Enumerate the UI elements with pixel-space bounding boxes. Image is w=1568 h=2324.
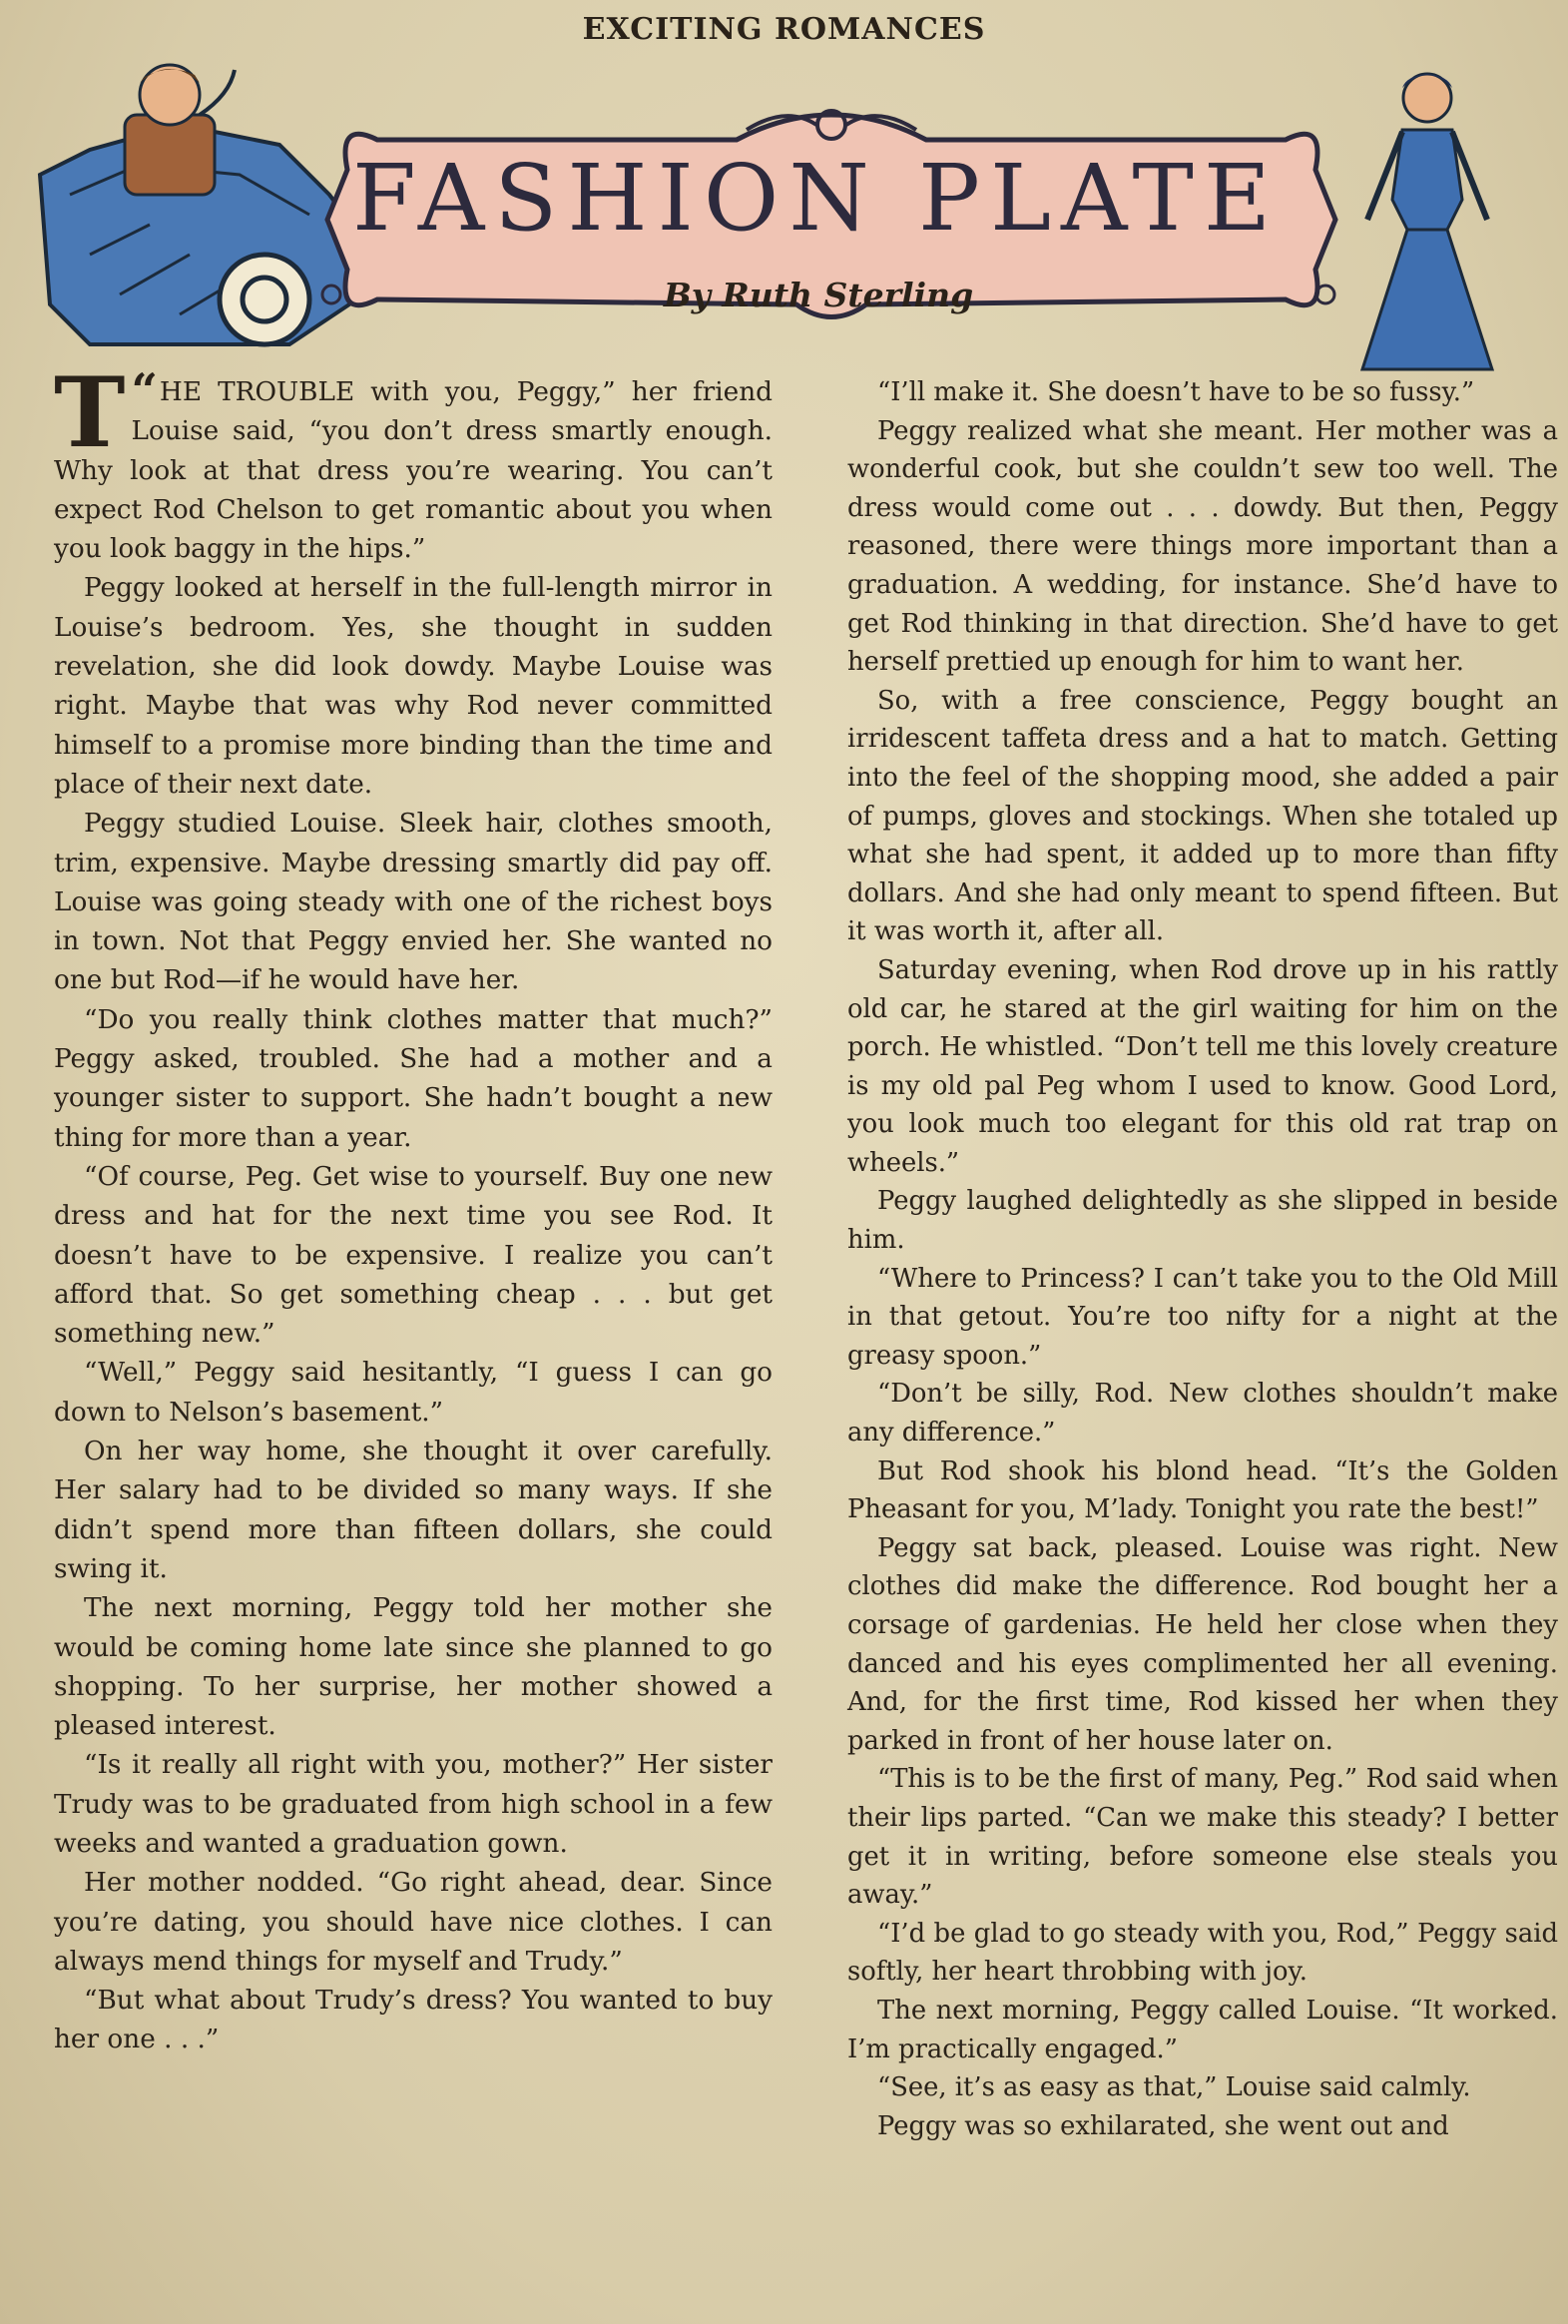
story-paragraph: On her way home, she thought it over carefully. Her salary had to be divided so many ways. If she didn’t spend more than fifteen dollars, she could swing it. — [54, 1437, 773, 1584]
story-paragraph: Peggy studied Louise. Sleek hair, clothes smooth, trim, expensive. Maybe dressing smartly did pay off. Louise was going steady with one of the richest boys in town. Not that Peggy envied her. She wanted no one but Rod—if he would have her. — [54, 809, 773, 996]
drop-cap: T — [54, 356, 126, 469]
story-paragraph: “Do you really think clothes matter that much?” Peggy asked, troubled. She had a mother and a younger sister to support. She hadn’t bought a new thing for more than a year. — [54, 1004, 773, 1153]
story-paragraph: “Don’t be silly, Rod. New clothes shouldn’t make any difference.” — [847, 1379, 1558, 1449]
story-lead-paragraph — [54, 356, 773, 569]
story-paragraph: “Is it really all right with you, mother?” Her sister Trudy was to be graduated from high school in a few weeks and wanted a graduation gown. — [54, 1750, 773, 1859]
story-column-right — [847, 373, 1558, 2145]
story-paragraph: So, with a free conscience, Peggy bought an irridescent taffeta dress and a hat to match. Getting into the feel of the shopping mood, she added a pair of pumps, gloves and stockings. When she totaled up what she had spent, it added up to more than fifty dollars. And she had only meant to spend fifteen. But it was worth it, after all. — [847, 685, 1558, 947]
opening-quote-mark: “ — [131, 363, 158, 417]
lead-text: HE TROUBLE with you, Peggy,” her friend Louise said, “you don’t dress smartly enough. Why look at that dress you’re wearing. You can’t expect Rod Chelson to get romantic about you when you look baggy in the hips.” — [54, 377, 773, 565]
story-paragraph: “Well,” Peggy said hesitantly, “I guess I can go down to Nelson’s basement.” — [54, 1358, 773, 1428]
story-paragraph: “I’d be glad to go steady with you, Rod,” Peggy said softly, her heart throbbing with joy. — [847, 1918, 1558, 1988]
story-paragraph: The next morning, Peggy called Louise. “It worked. I’m practically engaged.” — [847, 1995, 1558, 2064]
story-paragraph: Peggy realized what she meant. Her mother was a wonderful cook, but she couldn’t sew too well. The dress would come out . . . dowdy. But then, Peggy reasoned, there were things more important than a graduation. A wedding, for instance. She’d have to get Rod thinking in that direction. She’d have to get herself prettied up enough for him to want her. — [847, 415, 1558, 678]
story-paragraph: Peggy laughed delightedly as she slipped in beside him. — [847, 1186, 1558, 1256]
story-paragraph: “I’ll make it. She doesn’t have to be so fussy.” — [877, 377, 1475, 407]
story-paragraph: Peggy sat back, pleased. Louise was right. New clothes did make the difference. Rod bought her a corsage of gardenias. He held her close when they danced and his eyes complimented her all evening. And, for the first time, Rod kissed her when they parked in front of her house later on. — [847, 1532, 1558, 1756]
running-head: EXCITING ROMANCES — [582, 12, 986, 47]
woman-in-dress-illustration — [1352, 70, 1502, 374]
story-paragraph: “Where to Princess? I can’t take you to the Old Mill in that getout. You’re too nifty for a night at the greasy spoon.” — [847, 1263, 1558, 1371]
story-column-left — [54, 356, 773, 2060]
story-paragraph: Saturday evening, when Rod drove up in his rattly old car, he stared at the girl waiting for him on the porch. He whistled. “Don’t tell me this lovely creature is my old pal Peg whom I used to know. Good Lord, you look much too elegant for this old rat trap on wheels.” — [847, 954, 1558, 1178]
story-paragraph: Peggy looked at herself in the full-length mirror in Louise’s bedroom. Yes, she thought in sudden revelation, she did look dowdy. Maybe Louise was right. Maybe that was why Rod never committed himself to a promise more binding than the time and place of their next date. — [54, 573, 773, 800]
byline: By Ruth Sterling — [663, 276, 974, 314]
story-paragraph: But Rod shook his blond head. “It’s the Golden Pheasant for you, M’lady. Tonight you rate the best!” — [847, 1455, 1558, 1525]
story-paragraph: “Of course, Peg. Get wise to yourself. Buy one new dress and hat for the next time you see Rod. It doesn’t have to be expensive. I realize you can’t afford that. So get something cheap . . . but get something new.” — [54, 1161, 773, 1350]
story-paragraph: The next morning, Peggy told her mother she would be coming home late since she planned to go shopping. To her surprise, her mother showed a pleased interest. — [54, 1593, 773, 1742]
story-paragraph: “This is to be the first of many, Peg.” Rod said when their lips parted. “Can we make this steady? I better get it in writing, before someone else steals you away.” — [847, 1764, 1558, 1911]
story-paragraph: Peggy was so exhilarated, she went out and — [877, 2110, 1449, 2141]
story-paragraph: Her mother nodded. “Go right ahead, dear. Since you’re dating, you should have nice clothes. I can always mend things for myself and Trudy.” — [54, 1868, 773, 1977]
story-paragraph: “See, it’s as easy as that,” Louise said calmly. — [877, 2072, 1471, 2103]
story-paragraph: “But what about Trudy’s dress? You wanted to buy her one . . .” — [54, 1986, 773, 2055]
page-title: FASHION PLATE — [352, 145, 1281, 252]
